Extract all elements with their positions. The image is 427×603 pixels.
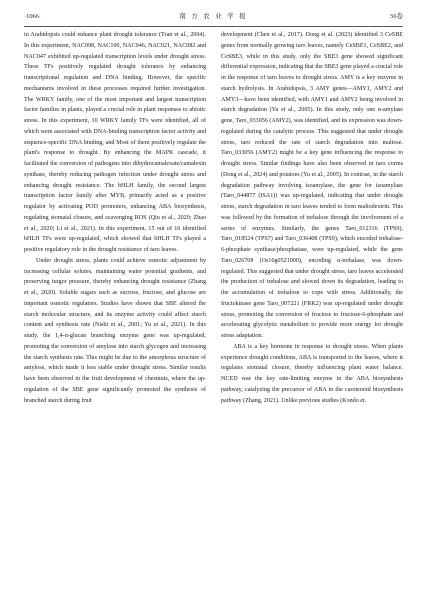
volume-label: 56卷 <box>390 12 403 20</box>
running-header <box>24 10 403 24</box>
page-number: ·1066· <box>24 12 42 20</box>
right-column <box>221 30 403 595</box>
header-rule <box>24 26 403 27</box>
paragraph: Under drought stress, plants could achieve osmotic adjustment by increasing cellular solutes, maintaining water potential gradients, and preserving turgor pressure, thereby enhancing drought resistance (Zhang et al., 2020). Soluble sugars such as sucrose, fructose, and glucose are important osmotic regulators. Studies have shown that SBE altered the starch molecular structure, and its enzyme activity could affect starch content and synthesis rate (Nishi et al., 2001; Yu et al., 2021). In this study, the 1,4-α-glucan branching enzyme gene was up-regulated, promoting the conversion of amylose into starch glycogen and increasing the starch synthesis rate. This might be due to the amorphous structure of amylose, which made it less stable under drought stress. Similar results have been observed in the fruit development of chestnuts, where the up-regulation of the SBE gene significantly promoted the synthesis of branched starch during fruit <box>24 257 206 404</box>
paragraph: in Arabidopsis could enhance plant drought tolerance (Tran et al., 2004). In this experiment, NAC098, NAC100, NAC046, NAC021, NAC082 and NAC047 exhibited up-regulated transcription levels under drought stress. These TFs positively regulated drought tolerance by enhancing transcriptional regulation and DNA binding. However, the specific mechanisms involved in these processes required further investigation. The WRKY family, one of the most important and largest transcription factor families in plants, played a crucial role in plant responses to abiotic stress. In this experiment, 10 WRKY family TFs were identified, all of which were associated with DNA-binding transcription factor activity and sequence-specific DNA binding, and Most of them positively regulate the plant's response to drought. By enhancing the MAPK cascade, it facilitated the conversion of pathogens into dihydrocamalexate/camalexin synthase, thereby reducing pathogen infection under drought stress and enhancing drought resistance. The bHLH family, the second largest transcription factor family after MYB, primarily acted as a positive regulator by activating POD promoters, enhancing ABA biosynthesis, regulating stomatal closure, and scavenging ROS (Qiu et al., 2020; Zhao et al., 2020; Li et al., 2021). In this experiment, 15 out of 16 identified bHLH TFs were up-regulated, which showed that bHLH TFs played a positive regulatory role in the drought resistance of taro leaves. <box>24 32 206 253</box>
journal-title: 南 方 农 业 学 报 <box>179 12 248 20</box>
paragraph: development (Chen et al., 2017). Dong et al. (2023) identified 3 CeSBE genes from normally growing taro leaves, namely CeSBE1, CeSBE2, and CeSBE3, while in this study, only the SBE3 gene showed significant differential expression, indicating that the SBE3 gene played a crucial role in the response of taro leaves to drought stress. AMY is a key enzyme in starch hydrolysis. In Arabidopsis, 3 AMY genes—AMY1, AMY2 and AMY3—have been identified, with AMY1 and AMY2 being involved in starch degradation (Yu et al., 2005). In this study, only one α-amylase gene, Taro_033056 (AMY2), was identified, and its expression was down-regulated during the catalytic process. This suggested that under drought stress, taro reduced the rate of starch degradation into maltose. Taro_033056 (AMY2) might be a key gene influencing the response to drought stress. Similar findings have also been observed in taro corms (Dong et al., 2024) and potatoes (Yu et al., 2005). In contrast, in the starch degradation pathway involving isoamylase, the gene for isoamylase (Taro_044877 (ISA1)) was up-regulated, indicating that under drought stress, starch degradation in taro leaves tended to form maltodextrin. This was followed by the formation of trehalose through the involvement of a series of enzymes. Similarly, the genes Taro_012316 (TPS9), Taro_018524 (TPS7) and Taro_036408 (TPS9), which encoded trehalose-6-phosphate synthase/phosphatase, were up-regulated, while the gene Taro_026708 (Os10g0521000), encoding α-trehalase, was down-regulated. This suggested that under drought stress, taro leaves accelerated the production of trehalose and slowed down its degradation, leading to the accumulation of trehalose to cope with stress. Additionally, the fructokinase gene Taro_007221 (FRK2) was up-regulated under drought stress, promoting the conversion of fructose to fructose-6-phosphate and accelerating glycolytic metabolism to provide more energy for drought stress adaptation. <box>221 32 403 339</box>
left-column <box>24 30 206 595</box>
paragraph: ABA is a key hormone in response to drought stress. When plants experience drought conditions, ABA is transported to the leaves, where it regulates stomatal closure, thereby influencing plant water balance. NCED was the key rate-limiting enzyme in the ABA biosynthesis pathway, catalyzing the precursor of ABA in the carotenoid biosynthesis pathway (Zhang, 2021). Unlike previous studies (Kondo et. <box>221 343 403 404</box>
